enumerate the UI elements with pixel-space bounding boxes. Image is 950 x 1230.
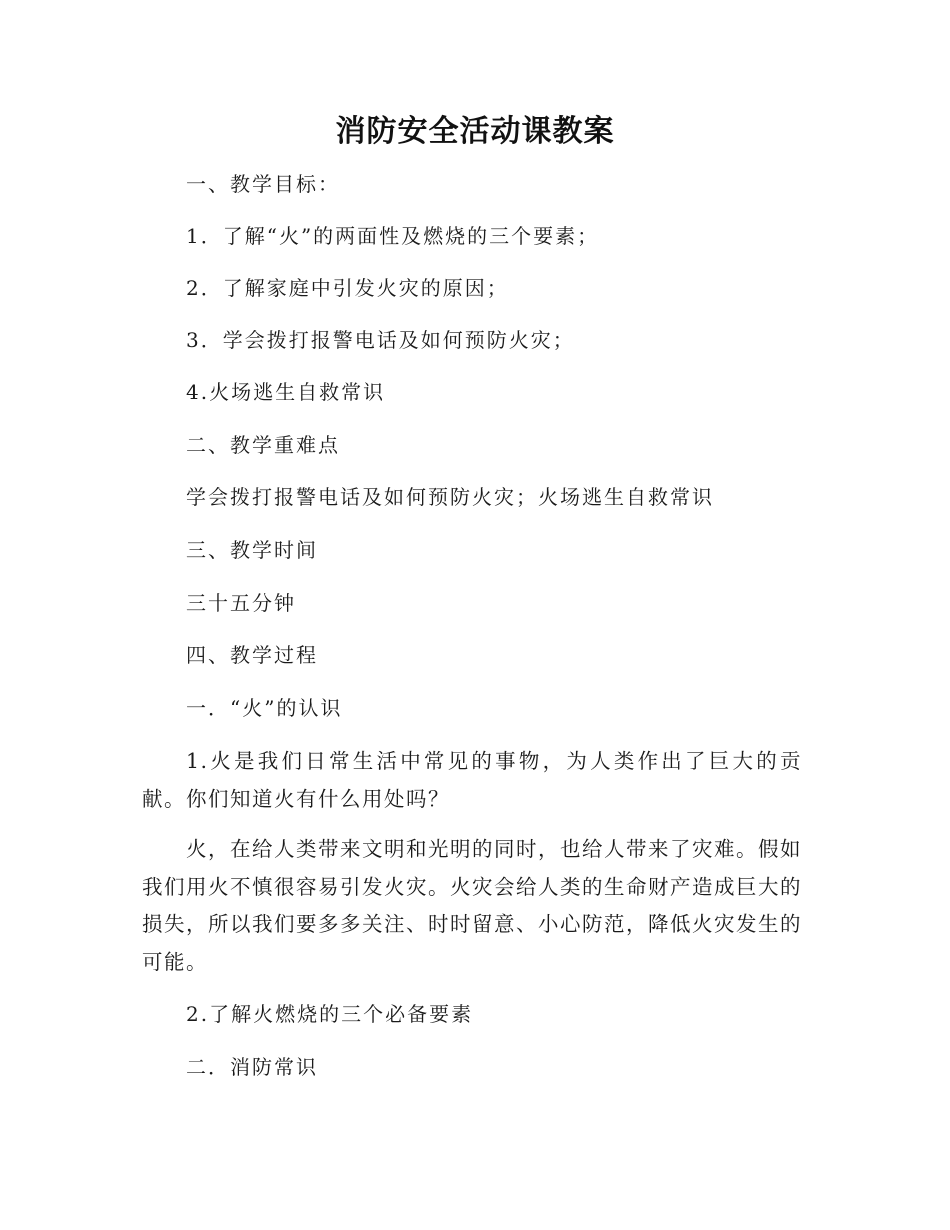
paragraph-1: 1.火是我们日常生活中常见的事物，为人类作出了巨大的贡献。你们知道火有什么用处吗？ xyxy=(142,749,802,811)
section-1-heading: 一．“火”的认识 xyxy=(186,696,343,720)
objective-4: 4.火场逃生自救常识 xyxy=(186,380,386,404)
key-points-text: 学会拨打报警电话及如何预防火灾；火场逃生自救常识 xyxy=(186,485,714,509)
objectives-heading: 一、教学目标： xyxy=(186,172,340,196)
section-2-heading: 二．消防常识 xyxy=(186,1055,318,1079)
objective-2: 2．了解家庭中引发火灾的原因； xyxy=(186,276,509,300)
paragraph-2: 火，在给人类带来文明和光明的同时，也给人带来了灾难。假如我们用火不慎很容易引发火灾。火灾会给人类的生命财产造成巨大的损失，所以我们要多多关注、时时留意、小心防范，降低火灾发生的可能。 xyxy=(142,837,802,974)
sub-item-2: 2.了解火燃烧的三个必备要素 xyxy=(186,1002,474,1026)
objective-3: 3．学会拨打报警电话及如何预防火灾； xyxy=(186,328,575,352)
key-points-heading: 二、教学重难点 xyxy=(186,433,340,457)
document-title: 消防安全活动课教案 xyxy=(335,114,615,149)
process-heading: 四、教学过程 xyxy=(186,643,318,667)
objective-1: 1．了解“火”的两面性及燃烧的三个要素； xyxy=(186,224,600,248)
time-heading: 三、教学时间 xyxy=(186,538,318,562)
time-text: 三十五分钟 xyxy=(186,591,296,615)
